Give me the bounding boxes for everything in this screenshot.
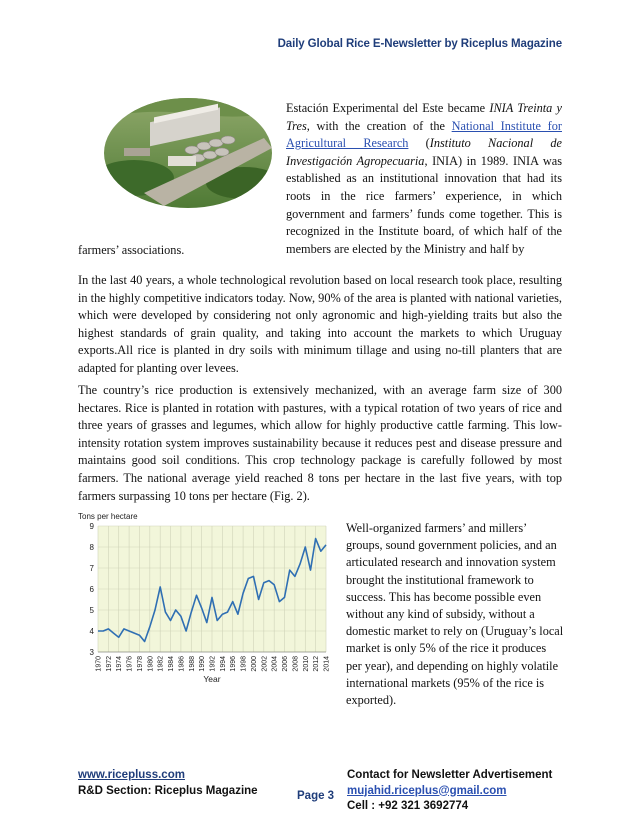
email-link[interactable]: mujahid.riceplus@gmail.com [347,784,507,797]
x-tick-label: 1996 [230,656,238,672]
footer-contact [347,768,552,815]
y-tick-label: 4 [89,627,94,636]
yield-line-chart [76,510,336,686]
footer-left [78,768,258,799]
x-tick-label: 1972 [105,656,113,672]
x-tick-label: 1994 [219,656,227,672]
y-tick-label: 8 [89,543,94,552]
x-tick-label: 1988 [188,656,196,672]
yield-chart [76,510,336,686]
x-tick-label: 1982 [157,656,165,672]
x-tick-label: 2004 [271,656,279,672]
y-tick-label: 5 [89,606,94,615]
institutional-paragraph: Well-organized farmers’ and millers’ groups, sound government policies, and an articulated research and innovation system brought the institutional framework to success. This has become possible even without any kind of subsidy, without a domestic market to rely on (Uruguay’s local market is only 5% of the rice it produces per year), and depending on highly volatile international markets (95% of the rice is exported). [346,521,564,708]
x-tick-label: 1990 [199,656,207,672]
x-tick-label: 1992 [209,656,217,672]
x-tick-label: 1976 [126,656,134,672]
cell-number: Cell : +92 321 3692774 [347,800,469,812]
x-tick-label: 1986 [178,656,186,672]
research-station-aerial-photo [104,98,272,208]
page-number: Page 3 [297,790,335,802]
newsletter-header-title: Daily Global Rice E-Newsletter by Riceplus Magazine [277,38,562,50]
mechanization-paragraph: The country’s rice production is extensively mechanized, with an average farm size of 300 hectares. Rice is planted in rotation with pastures, with a typical rotation of two years of rice and three years of grasses and legumes, which allow for highly productive cattle farming. This low-intensity rotation system improves sustainability because it reduces pest and disease pressure and maintains good soil conditions. This crop technology package is carefully followed by most farmers. The national average yield reached 8 tons per hectare in the last five years, with top farmers surpassing 10 tons per hectare (Fig. 2). [78,383,562,503]
x-tick-label: 2002 [261,656,269,672]
y-tick-label: 9 [89,522,94,531]
x-tick-label: 2006 [282,656,290,672]
y-tick-label: 6 [89,585,94,594]
contact-title: Contact for Newsletter Advertisement [347,769,553,781]
y-tick-label: 7 [89,564,94,573]
x-tick-label: 2014 [323,656,331,672]
x-tick-label: 1970 [95,656,103,672]
inia-link[interactable]: National Institute for Agricultural Research [286,118,562,151]
x-tick-label: 2010 [302,656,310,672]
website-link[interactable]: www.ricepluss.com [78,769,185,781]
x-tick-label: 1978 [136,656,144,672]
x-tick-label: 2008 [292,656,300,672]
section-label: R&D Section: Riceplus Magazine [78,784,258,797]
intro-paragraph: Estación Experimental del Este became INIA Treinta y Tres, with the creation of the National Institute for Agricultural Research (Instituto Nacional de Investigación Agropecuaria, INIA) in 1989. INIA was established as an institutional innovation that had its roots in the rice farmers’ experience, in which government and farmers’ funds come together. This is recognized in the Institute board, of which half of the members are elected by the Ministry and half by [286,101,562,256]
intro-paragraph-tail: farmers’ associations. [78,243,185,257]
x-tick-label: 1984 [168,656,176,672]
y-axis-label: Tons per hectare [78,512,138,521]
x-tick-label: 2000 [250,656,258,672]
x-tick-label: 1998 [240,656,248,672]
x-tick-label: 1974 [116,656,124,672]
x-tick-label: 1980 [147,656,155,672]
y-tick-label: 3 [89,648,94,657]
x-axis-label: Year [203,674,221,684]
technology-paragraph: In the last 40 years, a whole technological revolution based on local research took place, resulting in the highly competitive indicators today. Now, 90% of the area is planted with national varieties, which were developed by considering not only agronomic and high-yielding traits but also the highest standards of grain quality, and taking into account the markets to which Uruguay exports.All rice is planted in dry soils with minimum tillage and using no-till planters that are adapted for planting over levees. [78,273,562,375]
x-tick-label: 2012 [313,656,321,672]
